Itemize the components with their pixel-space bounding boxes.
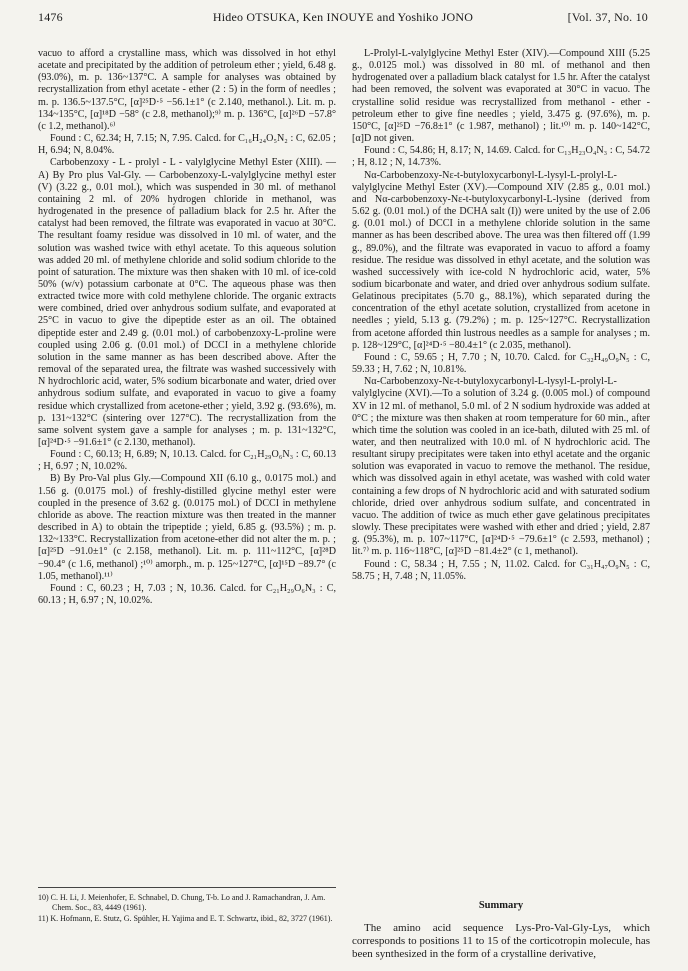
running-header — [38, 10, 648, 30]
footnotes — [38, 887, 336, 925]
elemental-analysis: Found : C, 58.34 ; H, 7.55 ; N, 11.02. Calcd. for C₃₁H₄₇O₉N₅ : C, 58.75 ; H, 7.48 ; N, 11.05%. — [352, 558, 650, 582]
page-number: 1476 — [38, 10, 63, 24]
paragraph: vacuo to afford a crystalline mass, which was dissolved in hot ethyl acetate and precipitated by the addition of petroleum ether ; yield, 6.48 g. (93.0%), m. p. 136~137°C. A sample for analyses was obtained by recrystallization from ethyl acetate - ether (2 : 5) in the form of needles ; m. p. 136.5~137.5°C, [α]²⁵D⋅⁵ −56.1±1° (c 2.140, methanol.). Lit. m. p. 134~135°C, [α]¹⁸D −58° (c 2.8, methanol);⁹⁾ m. p. 136°C, [α]²⁶D −57.8° (c 1.2, methanol).⁶⁾ — [38, 48, 336, 132]
elemental-analysis: Found : C, 59.65 ; H, 7.70 ; N, 10.70. Calcd. for C₃₂H₄₉O₉N₅ : C, 59.33 ; H, 7.62 ; N, 10.81%. — [352, 351, 650, 376]
paragraph: Carbobenzoxy - L - prolyl - L - valylglycine Methyl Ester (XIII). — A) By Pro plus Val-Gly. — Carbobenzoxy-L-valylglycine methyl ester (V) (3.22 g., 0.01 mol.), which was suspended in 30 ml. of methanol containing 2 ml. of 20% hydrogen chloride in methanol, was hydrogenated in the presence of palladium black for 2.5 hr. After the catalyst had been removed, the filtrate was evaporated in vacuo at 30°C. The resultant foamy residue was dissolved in 10 ml. of water, and the solution was washed twice with ethyl acetate. To this aqueous solution was added 20 ml. of methylene chloride and solid sodium chloride to the point of saturation. The mixture was then shaken with 10 ml. of ice-cold 50% (w/v) potassium carbonate at 0°C. The aqueous phase was then extracted twice more with cold methylene chloride. The organic extracts were combined, dried over anhydrous sodium sulfate, and evaporated at 25°C in vacuo to give the dipeptide ester as an oil. The obtained dipeptide ester and 2.49 g. (0.01 mol.) of carbobenzoxy-L-proline were coupled using 2.06 g. (0.01 mol.) of DCCI in a methylene chloride solution in the same manner as has been described above. After the removal of the separated urea, the filtrate was washed successively with N hydrochloric acid, water, 5% sodium bicarbonate and water, dried over anhydrous sodium sulfate, and evaporated in vacuo to give a foamy residue which crystallized from acetone-ether ; yield, 3.92 g. (93.6%), m. p. 131~132°C (sintering over 127°C). The recrystallization from the same solvent system gave a sample for analyses ; m. p. 131~132°C, [α]²⁴D⋅⁵ −91.6±1° (c 2.130, methanol). — [38, 157, 336, 448]
right-column — [352, 48, 650, 583]
elemental-analysis: Found : C, 60.13; H, 6.89; N, 10.13. Calcd. for C₂₁H₂₉O₆N₃ : C, 60.13 ; H, 6.97 ; N, 10.02%. — [38, 449, 336, 473]
paragraph: Nα-Carbobenzoxy-Nε-t-butyloxycarbonyl-L-lysyl-L-prolyl-L-valylglycine Methyl Ester (XV).—Compound XIV (2.85 g., 0.01 mol.) and Nα-carbobenzoxy-Nε-t-butyloxycarbonyl-L-lysine (derived from 5.62 g. (0.01 mol.) of the DCHA salt (I)) were united by the use of 2.06 g. (0.01 mol.) of DCCI in a methylene chloride solution in the same manner as has been described above. The urea was then filtered off (1.99 g., 89.0%), and the filtrate was evaporated in vacuo to afford a foamy residue. The residue was dissolved in ethyl acetate, and the solution was washed successively with ice-cold N hydrochloric acid, water, 5% sodium bicarbonate and water, and dried over anhydrous sodium sulfate. Gelatinous precipitates (5.70 g., 88.1%), which separated during the concentration of the ethyl acetate solution, crystallized from acetone in needles ; yield, 5.13 g. (79.2%) ; m. p. 125~127°C. Recrystallization from acetone afforded thin lustrous needles as a sample for analyses ; m. p. 128~129°C, [α]²⁴D⋅⁵ −80.4±1° (c 2.035, methanol). — [352, 169, 650, 351]
left-column — [38, 48, 336, 607]
summary-heading: Summary — [478, 900, 524, 911]
elemental-analysis: Found : C, 60.23 ; H, 7.03 ; N, 10.36. Calcd. for C₂₁H₂₉O₆N₃ : C, 60.13 ; H, 6.97 ; N, 10.02%. — [38, 582, 336, 607]
paragraph: L-Prolyl-L-valylglycine Methyl Ester (XIV).—Compound XIII (5.25 g., 0.0125 mol.) was dissolved in 80 ml. of methanol and then hydrogenated over a palladium black catalyst for 1.5 hr. After the catalyst had been removed, the solvent was evaporated at 30°C in vacuo. The crystalline solid residue was recrystallized from methanol - ether - petroleum ether to give fine needles ; yield, 3.475 g. (97.6%), m. p. 150°C, [α]²⁵D −76.8±1° (c 1.987, methanol) ; lit.¹⁰⁾ m. p. 140~142°C, [α]D not given. — [352, 48, 650, 145]
paragraph: B) By Pro-Val plus Gly.—Compound XII (6.10 g., 0.0175 mol.) and 1.56 g. (0.0175 mol.) of freshly-distilled glycine methyl ester were coupled in the presence of 3.62 g. (0.0175 mol.) of DCCI in methylene chloride as above. The reaction mixture was then treated in the manner described in A) to obtain the tripeptide ; yield, 6.85 g. (93.5%) ; m. p. 132~133°C. Recrystallization from acetone-ether did not alter the m. p. ; [α]²⁵D −91.0±1° (c 2.158, methanol). Lit. m. p. 111~112°C, [α]²⁸D −90.4° (c 1.6, methanol) ;¹⁰⁾ amorph., m. p. 125~127°C, [α]¹⁵D −89.7° (c 1.05, methanol).¹¹⁾ — [38, 473, 336, 582]
footnote: 10) C. H. Li, J. Meienhofer, E. Schnabel, D. Chung, T-b. Lo and J. Ramachandran, J. Am. Chem. Soc., 83, 4449 (1961). — [38, 893, 326, 912]
summary-text: The amino acid sequence Lys-Pro-Val-Gly-Lys, which corresponds to positions 11 to 15 of the corticotropin molecule, has been synthesized in the form of a crystalline derivative, — [352, 922, 650, 960]
elemental-analysis: Found : C, 54.86; H, 8.17; N, 14.69. Calcd. for C₁₃H₂₃O₄N₃ : C, 54.72 ; H, 8.12 ; N, 14.73%. — [352, 145, 650, 169]
paragraph: Nα-Carbobenzoxy-Nε-t-butyloxycarbonyl-L-lysyl-L-prolyl-L-valylglycine (XVI).—To a solution of 3.24 g. (0.005 mol.) of compound XV in 12 ml. of methanol, 5.0 ml. of 2 N sodium hydroxide was added at 0°C ; the mixture was then shaken at room temperature for 60 min., after which time the solution was cooled in an ice-bath, diluted with 25 ml. of water, and then neutralized with 10.0 ml. of N hydrochloric acid. The resultant sirupy precipitates were taken into ethyl acetate and the organic solution was evaporated in vacuo to remove the methanol. The residue, which was dissolved again in ethyl acetate, was washed with cold water containing a few drops of N hydrochloric acid and with saturated sodium chloride, dried over anhydrous sodium sulfate, and concentrated in vacuo. The addition of twice as much ether gave gelatinous precipitates slowly. These precipitates were washed with ether and dried ; yield, 2.87 g. (95.3%), m. p. 107~117°C, [α]²⁴D⋅⁵ −79.6±1° (c 2.593, methanol) ; lit.⁷⁾ m. p. 116~118°C, [α]²⁵D −81.4±2° (c 1, methanol). — [352, 376, 650, 558]
elemental-analysis: Found : C, 62.34; H, 7.15; N, 7.95. Calcd. for C₁₆H₂₄O₅N₂ : C, 62.05 ; H, 6.94; N, 8.04%. — [38, 133, 336, 157]
running-authors: Hideo OTSUKA, Ken INOUYE and Yoshiko JONO — [212, 10, 474, 24]
footnote: 11) K. Hofmann, E. Stutz, G. Spühler, H. Yajima and E. T. Schwartz, ibid., 82, 3727 (1961). — [38, 914, 333, 923]
volume-issue: [Vol. 37, No. 10 — [567, 10, 648, 24]
